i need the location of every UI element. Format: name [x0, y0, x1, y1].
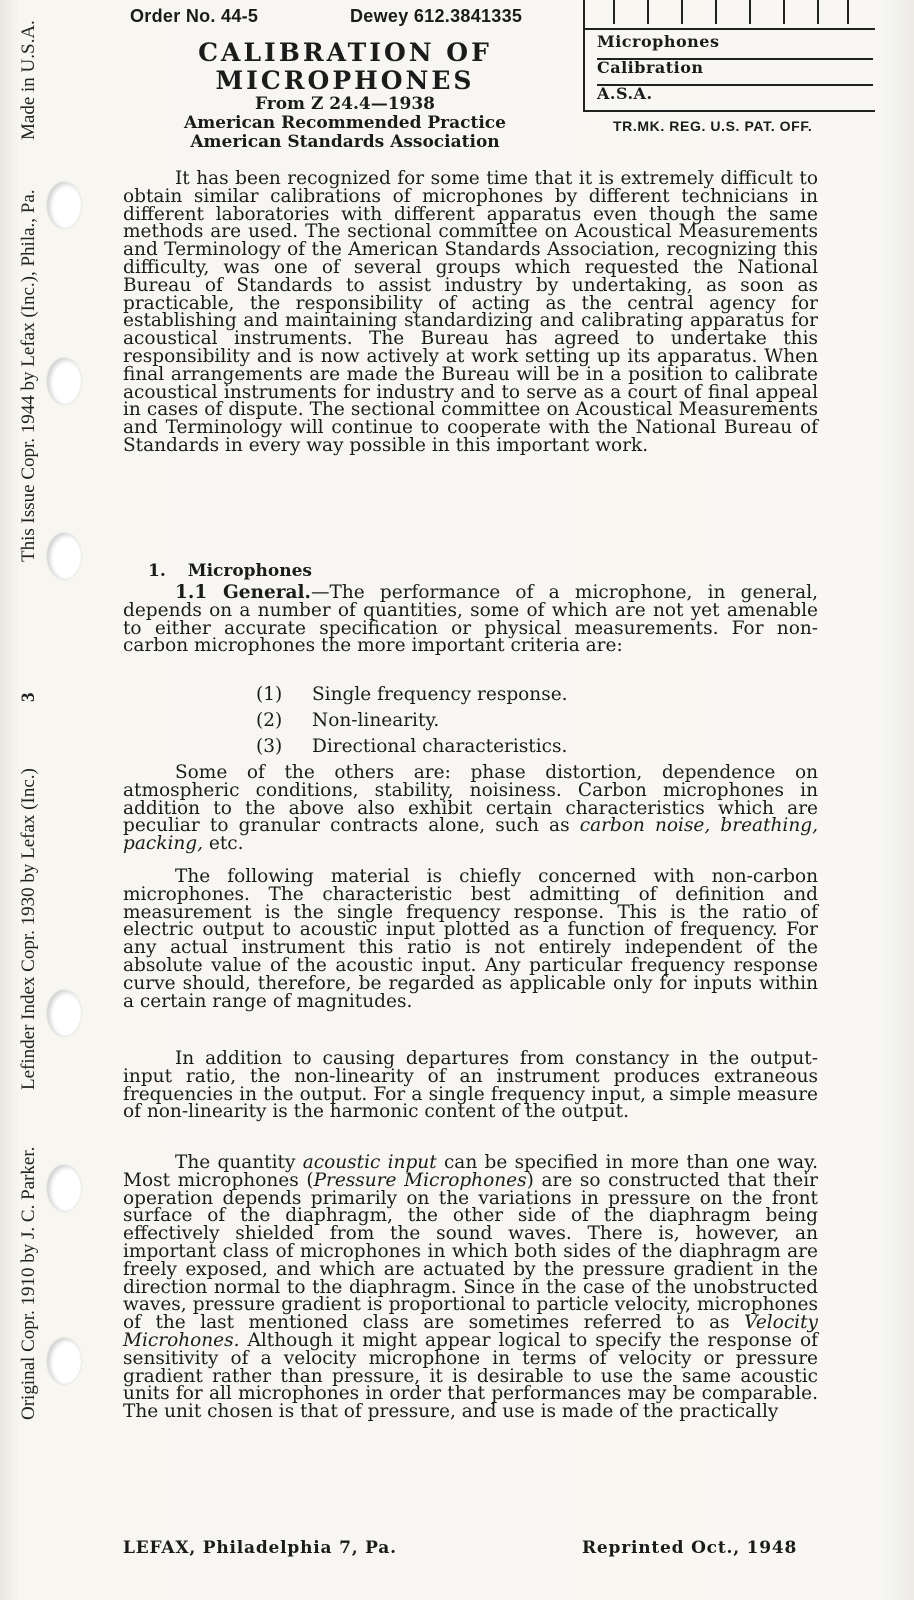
general-section: [123, 584, 818, 655]
quantity-section: [123, 1154, 818, 1421]
tab-tick: [715, 0, 717, 24]
tab-tick: [647, 0, 649, 24]
standard-reference: From Z 24.4—1938: [254, 94, 436, 114]
tab-tick: [817, 0, 819, 24]
index-tab-box: [583, 0, 875, 112]
order-number: Order No. 44-5: [130, 6, 259, 26]
practice-label: American Recommended Practice: [184, 113, 506, 133]
intro-section: [123, 170, 818, 455]
page-number: 3: [18, 692, 39, 702]
index-tab-asa: A.S.A.: [597, 84, 653, 103]
section-title: Microphones: [187, 561, 313, 581]
tab-tick: [783, 0, 785, 24]
intro-paragraph: It has been recognized for some time that it is extremely difficult to obtain similar calibrations of microphones by different technicians in different laboratories with different apparatus even though the same methods are used. The sectional committee on Acoustical Measurements and Terminology of the American Standards Association, recognizing this difficulty, was one of several groups which requested the National Bureau of Standards to assist industry by undertaking, as soon as practicable, the responsibility of acting as the central agency for establishing and maintaining standardizing and calibrating apparatus for acoustical instruments. The Bureau has agreed to undertake this responsibility and is now actively at work setting up its apparatus. When final arrangements are made the Bureau will be in a position to calibrate acoustical instruments for industry and to serve as a court of final appeal in cases of dispute. The sectional committee on Acoustical Measurements and Terminology will continue to cooperate with the National Bureau of Standards in every way possible in this important work.: [123, 168, 818, 456]
following-section: [123, 868, 818, 1010]
trademark-notice: TR.MK. REG. U.S. PAT. OFF.: [613, 118, 813, 134]
criteria-item: (2) Non-linearity.: [256, 710, 440, 731]
binder-hole: [47, 990, 81, 1036]
side-margin-text: [18, 20, 48, 1420]
binder-hole: [47, 358, 81, 404]
general-text: —The performance of a microphone, in general, depends on a number of quantities, some of which are not yet amenable to either accurate specification or physical measurements. For non-carbon microphones the more important criteria are:: [123, 582, 818, 657]
others-section: [123, 764, 818, 853]
criteria-item: (1) Single frequency response.: [256, 684, 568, 705]
index-tab-calibration: Calibration: [597, 58, 873, 86]
dewey-number: Dewey 612.3841335: [350, 6, 523, 26]
tab-tick: [749, 0, 751, 24]
original-copyright: Original Copr. 1910 by J. C. Parker.: [18, 1146, 39, 1420]
section-number: 1.: [148, 561, 166, 581]
general-label: 1.1 General.: [175, 582, 311, 603]
tab-tick: [613, 0, 615, 24]
lefinder-copyright: Lefinder Index Copr. 1930 by Lefax (Inc.): [18, 768, 39, 1090]
following-paragraph: The following material is chiefly concerned with non-carbon microphones. The characteristic best admitting of definition and measurement is the single frequency response. This is the ratio of electric output to acoustic input plotted as a function of frequency. For any actual instrument this ratio is not entirely independent of the absolute value of the acoustic input. Any particular frequency response curve should, therefore, be regarded as applicable only for inputs within a certain range of magnitudes.: [123, 866, 818, 1012]
others-paragraph: Some of the others are: phase distortion, dependence on atmospheric conditions, stability, noisiness. Carbon microphones in addition to the above also exhibit certain characteristics which are peculiar to granular contracts alone, such as carbon noise, breathing, packing, etc.: [123, 762, 818, 855]
title-line-2: MICROPHONES: [215, 66, 475, 95]
quantity-paragraph: The quantity acoustic input can be specified in more than one way. Most microphones (Pressure Microphones) are so constructed that their operation depends primarily on the variations in pressure on the front surface of the diaphragm, the other side of the diaphragm being effectively shielded from the sound waves. There is, however, an important class of microphones in which both sides of the diaphragm are freely exposed, and which are actuated by the pressure gradient in the direction normal to the diaphragm. Since in the case of the unobstructed waves, pressure gradient is proportional to particle velocity, microphones of the last mentioned class are sometimes referred to as Velocity Microhones. Although it might appear logical to specify the response of sensitivity of a velocity microphone in terms of velocity or pressure gradient rather than pressure, it is desirable to use the same acoustic units for all microphones in order that performances may be comparable. The unit chosen is that of pressure, and use is made of the practically: [123, 1152, 818, 1423]
index-tab-microphones: Microphones: [597, 32, 873, 60]
nonlinearity-paragraph: In addition to causing departures from constancy in the output-input ratio, the non-linearity of an instrument produces extraneous frequencies in the output. For a single frequency input, a simple measure of non-linearity is the harmonic content of the output.: [123, 1048, 818, 1123]
made-in-label: Made in U.S.A.: [18, 20, 39, 140]
order-line: [130, 6, 590, 27]
tab-tick: [847, 0, 849, 24]
binder-hole: [47, 182, 81, 228]
binder-hole: [47, 1338, 81, 1384]
general-paragraph: [123, 584, 818, 655]
binder-hole: [47, 533, 81, 579]
association-label: American Standards Association: [190, 132, 500, 152]
title-line-1: CALIBRATION OF: [198, 38, 492, 67]
issue-copyright: This Issue Copr. 1944 by Lefax (Inc.), Phila., Pa.: [18, 189, 39, 562]
footer-reprint: Reprinted Oct., 1948: [582, 1538, 798, 1558]
binder-hole: [47, 1165, 81, 1211]
tab-rule: [585, 28, 875, 30]
footer-publisher: LEFAX, Philadelphia 7, Pa.: [123, 1538, 397, 1558]
nonlinearity-section: [123, 1050, 818, 1121]
criteria-item: (3) Directional characteristics.: [256, 736, 568, 757]
section-heading: [148, 561, 312, 581]
tab-tick: [681, 0, 683, 24]
